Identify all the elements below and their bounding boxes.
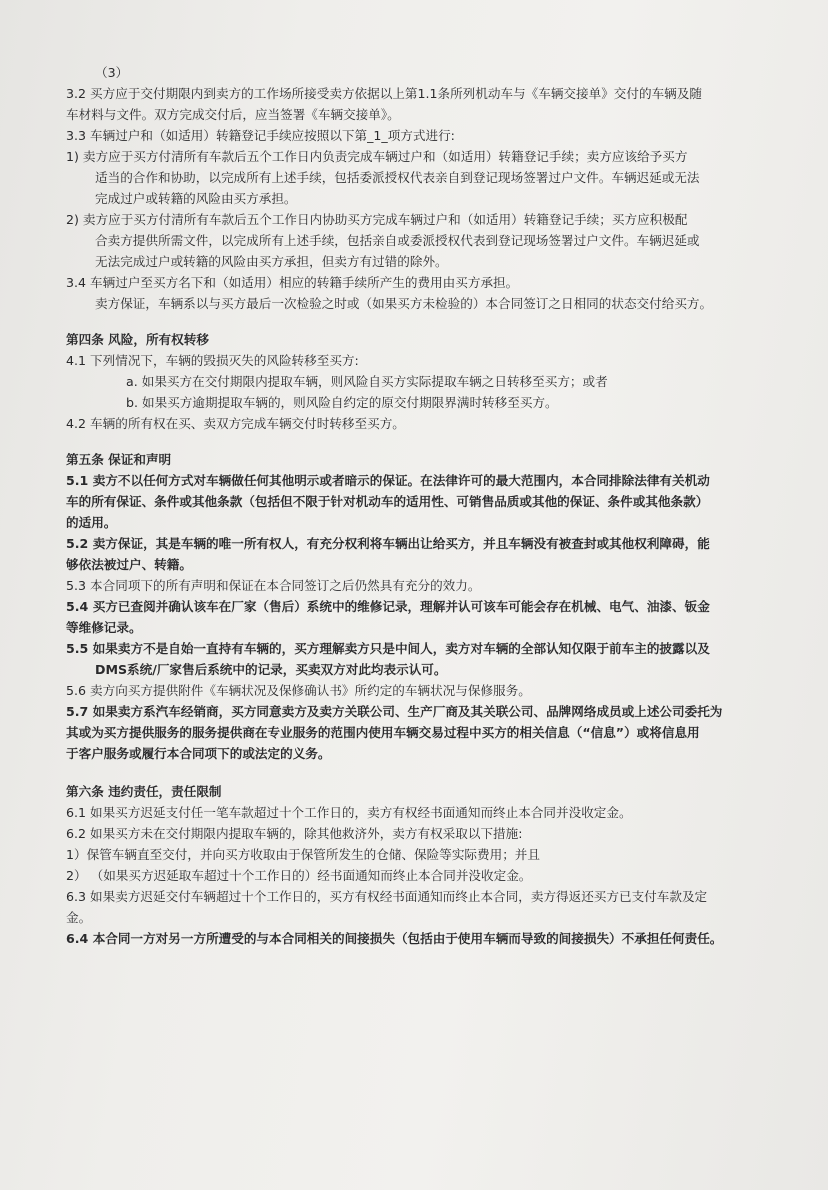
text-line: 适当的合作和协助，以完成所有上述手续，包括委派授权代表亲自到登记现场签署过户文件。车辆迟延或无法: [95, 170, 700, 185]
text-line: 6.1 如果买方迟延支付任一笔车款超过十个工作日的，卖方有权经书面通知而终止本合同并没收定金。: [66, 805, 632, 820]
text-line: a. 如果买方在交付期限内提取车辆，则风险自买方实际提取车辆之日转移至买方；或者: [126, 374, 608, 389]
text-line: 车的所有保证、条件或其他条款（包括但不限于针对机动车的适用性、可销售品质或其他的保证、条件或其他条款）: [66, 494, 709, 509]
text-line: 5.4 买方已查阅并确认该车在厂家（售后）系统中的维修记录，理解并认可该车可能会存在机械、电气、油漆、钣金: [66, 599, 710, 614]
text-line: 5.7 如果卖方系汽车经销商，买方同意卖方及卖方关联公司、生产厂商及其关联公司、品牌网络成员或上述公司委托为: [66, 704, 723, 719]
text-line: 3.2 买方应于交付期限内到卖方的工作场所接受卖方依据以上第1.1条所列机动车与《车辆交接单》交付的车辆及随: [66, 86, 702, 101]
text-line: 2) 卖方应于买方付清所有车款后五个工作日内协助买方完成车辆过户和（如适用）转籍登记手续；买方应积极配: [66, 212, 688, 227]
text-line: 5.3 本合同项下的所有声明和保证在本合同签订之后仍然具有充分的效力。: [66, 578, 481, 593]
text-line: 够依法被过户、转籍。: [66, 557, 192, 572]
section-heading: 第四条 风险，所有权转移: [66, 332, 209, 347]
text-line: 2） （如果买方迟延取车超过十个工作日的）经书面通知而终止本合同并没收定金。: [66, 868, 532, 883]
text-line: 于客户服务或履行本合同项下的或法定的义务。: [66, 746, 331, 761]
paragraph-spacer: [66, 314, 786, 329]
text-line: 1) 卖方应于买方付清所有车款后五个工作日内负责完成车辆过户和（如适用）转籍登记手续；卖方应该给予买方: [66, 149, 688, 164]
text-line: DMS系统/厂家售后系统中的记录，买卖双方对此均表示认可。: [95, 662, 447, 677]
text-line: 6.3 如果卖方迟延交付车辆超过十个工作日的，买方有权经书面通知而终止本合同，卖方得返还买方已支付车款及定: [66, 889, 708, 904]
text-line: 完成过户或转籍的风险由买方承担。: [95, 191, 297, 206]
text-line: 金。: [66, 910, 92, 925]
text-line: 无法完成过户或转籍的风险由买方承担，但卖方有过错的除外。: [95, 254, 448, 269]
text-line: 4.2 车辆的所有权在买、卖双方完成车辆交付时转移至买方。: [66, 416, 405, 431]
text-line: 合卖方提供所需文件，以完成所有上述手续，包括亲自或委派授权代表到登记现场签署过户文件。车辆迟延或: [95, 233, 700, 248]
text-line: 5.5 如果卖方不是自始一直持有车辆的，买方理解卖方只是中间人，卖方对车辆的全部认知仅限于前车主的披露以及: [66, 641, 710, 656]
text-line: b. 如果买方逾期提取车辆的，则风险自约定的原交付期限界满时转移至买方。: [126, 395, 558, 410]
text-line: 5.2 卖方保证，其是车辆的唯一所有权人，有充分权利将车辆出让给买方，并且车辆没有被查封或其他权利障碍，能: [66, 536, 710, 551]
text-line: 其或为买方提供服务的服务提供商在专业服务的范围内使用车辆交易过程中买方的相关信息（“信息”）或将信息用: [66, 725, 700, 740]
text-line: 卖方保证，车辆系以与买方最后一次检验之时或（如果买方未检验的）本合同签订之日相同的状态交付给买方。: [95, 296, 713, 311]
contract-text-body: [66, 62, 786, 949]
paragraph-spacer: [66, 764, 786, 781]
text-line: 5.1 卖方不以任何方式对车辆做任何其他明示或者暗示的保证。在法律许可的最大范围内，本合同排除法律有关机动: [66, 473, 710, 488]
text-line: 的适用。: [66, 515, 117, 530]
text-line: 3.3 车辆过户和（如适用）转籍登记手续应按照以下第_1_项方式进行:: [66, 128, 455, 143]
section-heading: 第六条 违约责任，责任限制: [66, 784, 222, 799]
text-line: 3.4 车辆过户至买方名下和（如适用）相应的转籍手续所产生的费用由买方承担。: [66, 275, 519, 290]
text-line: 4.1 下列情况下，车辆的毁损灭失的风险转移至买方:: [66, 353, 359, 368]
section-heading: 第五条 保证和声明: [66, 452, 172, 467]
text-line: 1）保管车辆直至交付，并向买方收取由于保管所发生的仓储、保险等实际费用；并且: [66, 847, 540, 862]
text-line: 车材料与文件。双方完成交付后，应当签署《车辆交接单》。: [66, 107, 400, 122]
text-line: （3）: [95, 65, 129, 80]
text-line: 5.6 卖方向买方提供附件《车辆状况及保修确认书》所约定的车辆状况与保修服务。: [66, 683, 531, 698]
paragraph-spacer: [66, 434, 786, 449]
text-line: 6.2 如果买方未在交付期限内提取车辆的，除其他救济外，卖方有权采取以下措施:: [66, 826, 523, 841]
text-line: 6.4 本合同一方对另一方所遭受的与本合同相关的间接损失（包括由于使用车辆而导致的间接损失）不承担任何责任。: [66, 931, 723, 946]
text-line: 等维修记录。: [66, 620, 142, 635]
